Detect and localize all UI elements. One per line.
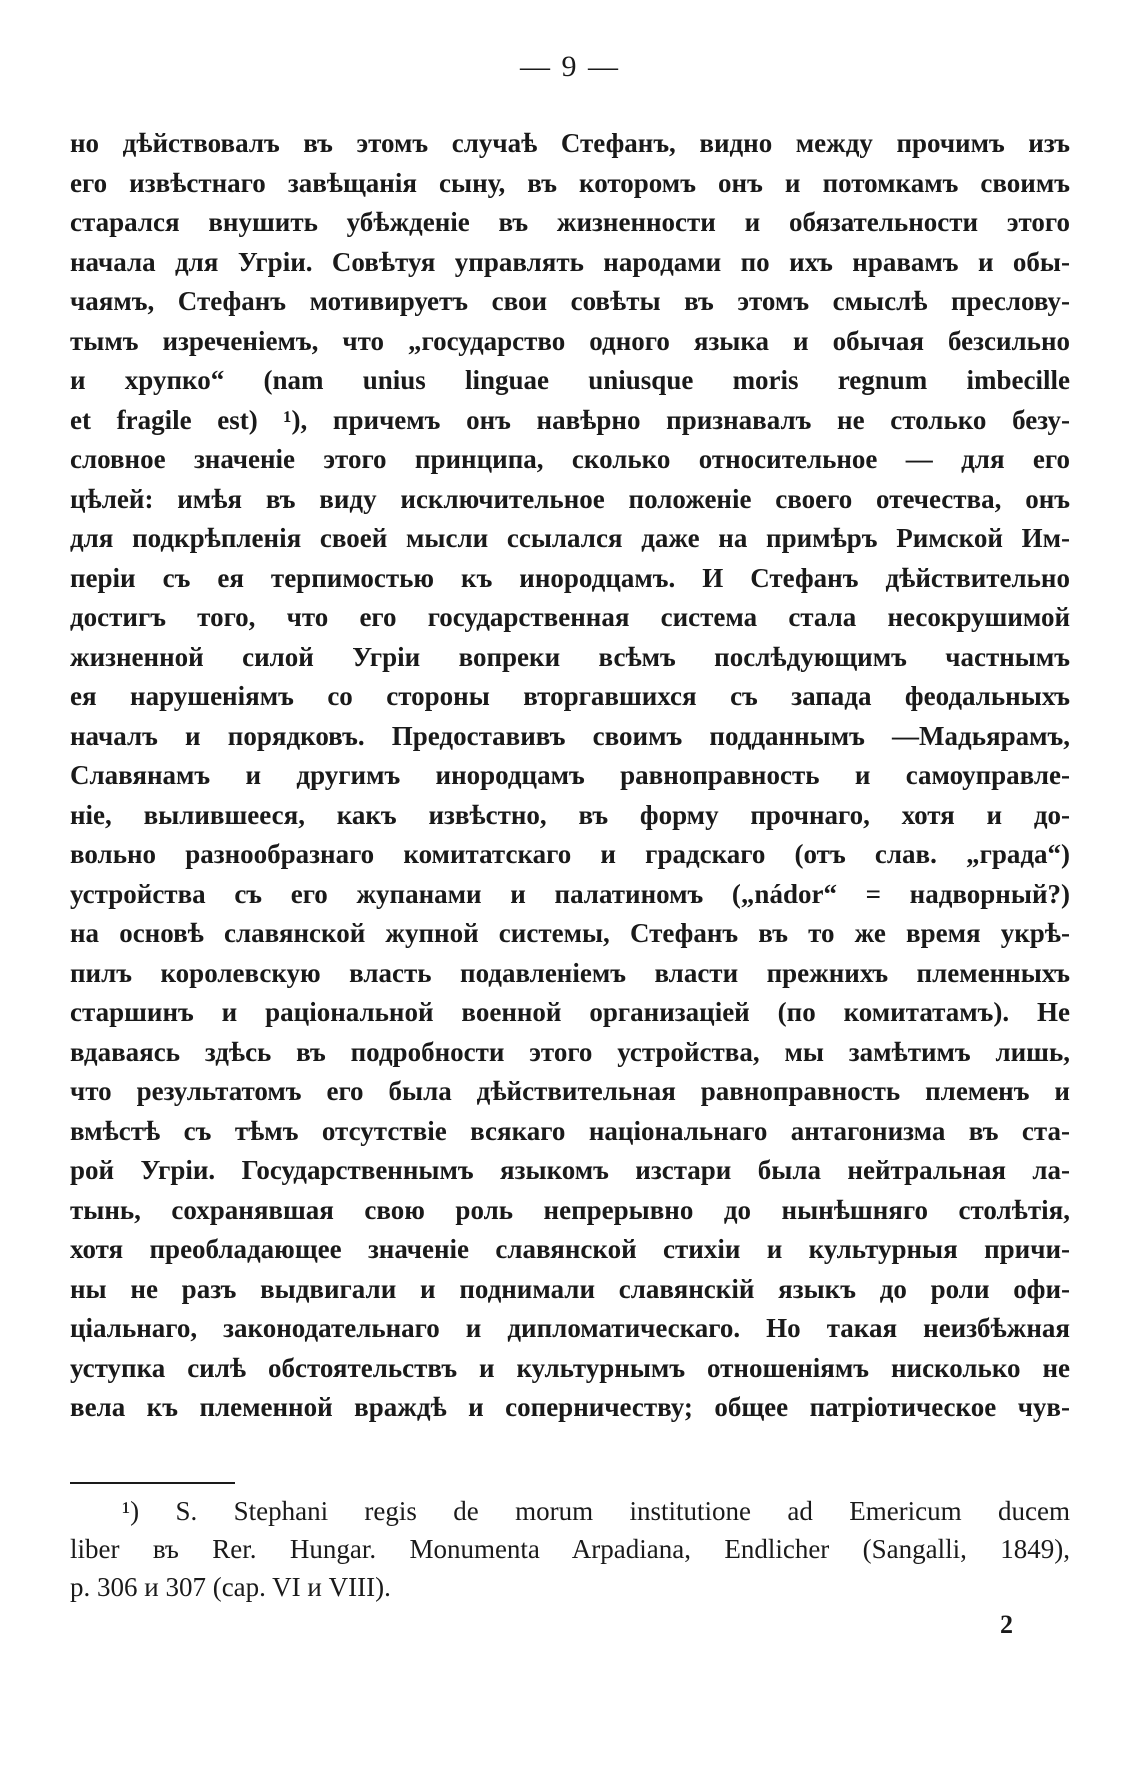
body-line: тымъ изреченіемъ, что „государство одного языка и обычая безсильно — [70, 325, 1070, 356]
footnote-line: ¹) S. Stephani regis de morum institutione ad Emericum ducem — [122, 1496, 1070, 1526]
body-line: цѣлей: имѣя въ виду исключительное положеніе своего отечества, онъ — [70, 483, 1070, 514]
printer-signature-mark: 2 — [1000, 1610, 1013, 1639]
footnote-line: p. 306 и 307 (cap. VI и VIII). — [70, 1572, 391, 1602]
body-line: старался внушить убѣжденіе въ жизненности и обязательности этого — [70, 207, 1070, 237]
body-line: ціальнаго, законодательнаго и дипломатическаго. Но такая неизбѣжная — [70, 1313, 1070, 1343]
body-line: хотя преобладающее значеніе славянской стихіи и культурныя причи- — [70, 1234, 1070, 1264]
body-line: старшинъ и раціональной военной организаціей (по комитатамъ). Не — [70, 997, 1070, 1027]
body-line-latin: et fragile est) ¹), причемъ онъ навѣрно признавалъ не столько безу- — [70, 404, 1070, 435]
body-line: вмѣстѣ съ тѣмъ отсутствіе всякаго національнаго антагонизма въ ста- — [70, 1115, 1070, 1146]
body-line: на основѣ славянской жупной системы, Стефанъ въ то же время укрѣ- — [70, 918, 1070, 948]
footnote-line: liber въ Rer. Hungar. Monumenta Arpadiana, Endlicher (Sangalli, 1849), — [70, 1534, 1070, 1564]
body-text — [70, 124, 1070, 1428]
body-line: уступка силѣ обстоятельствъ и культурнымъ отношеніямъ нисколько не — [70, 1352, 1070, 1383]
body-line: начала для Угріи. Совѣтуя управлять народами по ихъ нравамъ и обы- — [70, 246, 1070, 277]
page-number: — 9 — — [520, 50, 620, 83]
body-line: что результатомъ его была дѣйствительная равноправность племенъ и — [70, 1076, 1070, 1106]
body-line: началъ и порядковъ. Предоставивъ своимъ подданнымъ —Мадьярамъ, — [70, 720, 1070, 751]
footnotes — [70, 1492, 1070, 1606]
body-line: ея нарушеніямъ со стороны вторгавшихся съ запада феодальныхъ — [70, 681, 1070, 711]
body-line: ны не разъ выдвигали и поднимали славянскій языкъ до роли офи- — [70, 1273, 1070, 1304]
body-line: но дѣйствовалъ въ этомъ случаѣ Стефанъ, видно между прочимъ изъ — [70, 128, 1070, 158]
footnote-divider — [70, 1482, 235, 1484]
body-line: Славянамъ и другимъ инородцамъ равноправность и самоуправле- — [70, 760, 1070, 790]
body-line: ніе, вылившееся, какъ извѣстно, въ форму прочнаго, хотя и до- — [70, 799, 1070, 830]
body-line: его извѣстнаго завѣщанія сыну, въ которомъ онъ и потомкамъ своимъ — [70, 167, 1070, 198]
body-line: достигъ того, что его государственная система стала несокрушимой — [70, 602, 1070, 632]
body-line: жизненной силой Угріи вопреки всѣмъ послѣдующимъ частнымъ — [70, 641, 1070, 672]
body-line: чаямъ, Стефанъ мотивируетъ свои совѣты въ этомъ смыслѣ преслову- — [70, 286, 1070, 316]
body-line: пилъ королевскую власть подавленіемъ власти прежнихъ племенныхъ — [70, 957, 1070, 988]
body-line: для подкрѣпленія своей мысли ссылался даже на примѣръ Римской Им- — [70, 523, 1070, 553]
body-line: тынь, сохранявшая свою роль непрерывно до нынѣшняго столѣтія, — [70, 1194, 1070, 1225]
body-line-latin: и хрупко“ (nam unius linguae uniusque moris regnum imbecille — [70, 365, 1070, 395]
body-line: устройства съ его жупанами и палатиномъ („nádor“ = надворный?) — [70, 878, 1070, 909]
body-line: словное значеніе этого принципа, сколько относительное — для его — [70, 444, 1070, 474]
body-line: вела къ племенной враждѣ и соперничеству; общее патріотическое чув- — [70, 1392, 1070, 1422]
body-line: періи съ ея терпимостью къ инородцамъ. И Стефанъ дѣйствительно — [70, 562, 1070, 593]
body-line: вольно разнообразнаго комитатскаго и градскаго (отъ слав. „града“) — [70, 839, 1070, 869]
body-line: вдаваясь здѣсь въ подробности этого устройства, мы замѣтимъ лишь, — [70, 1036, 1070, 1067]
body-line: рой Угріи. Государственнымъ языкомъ изстари была нейтральная ла- — [70, 1155, 1070, 1185]
